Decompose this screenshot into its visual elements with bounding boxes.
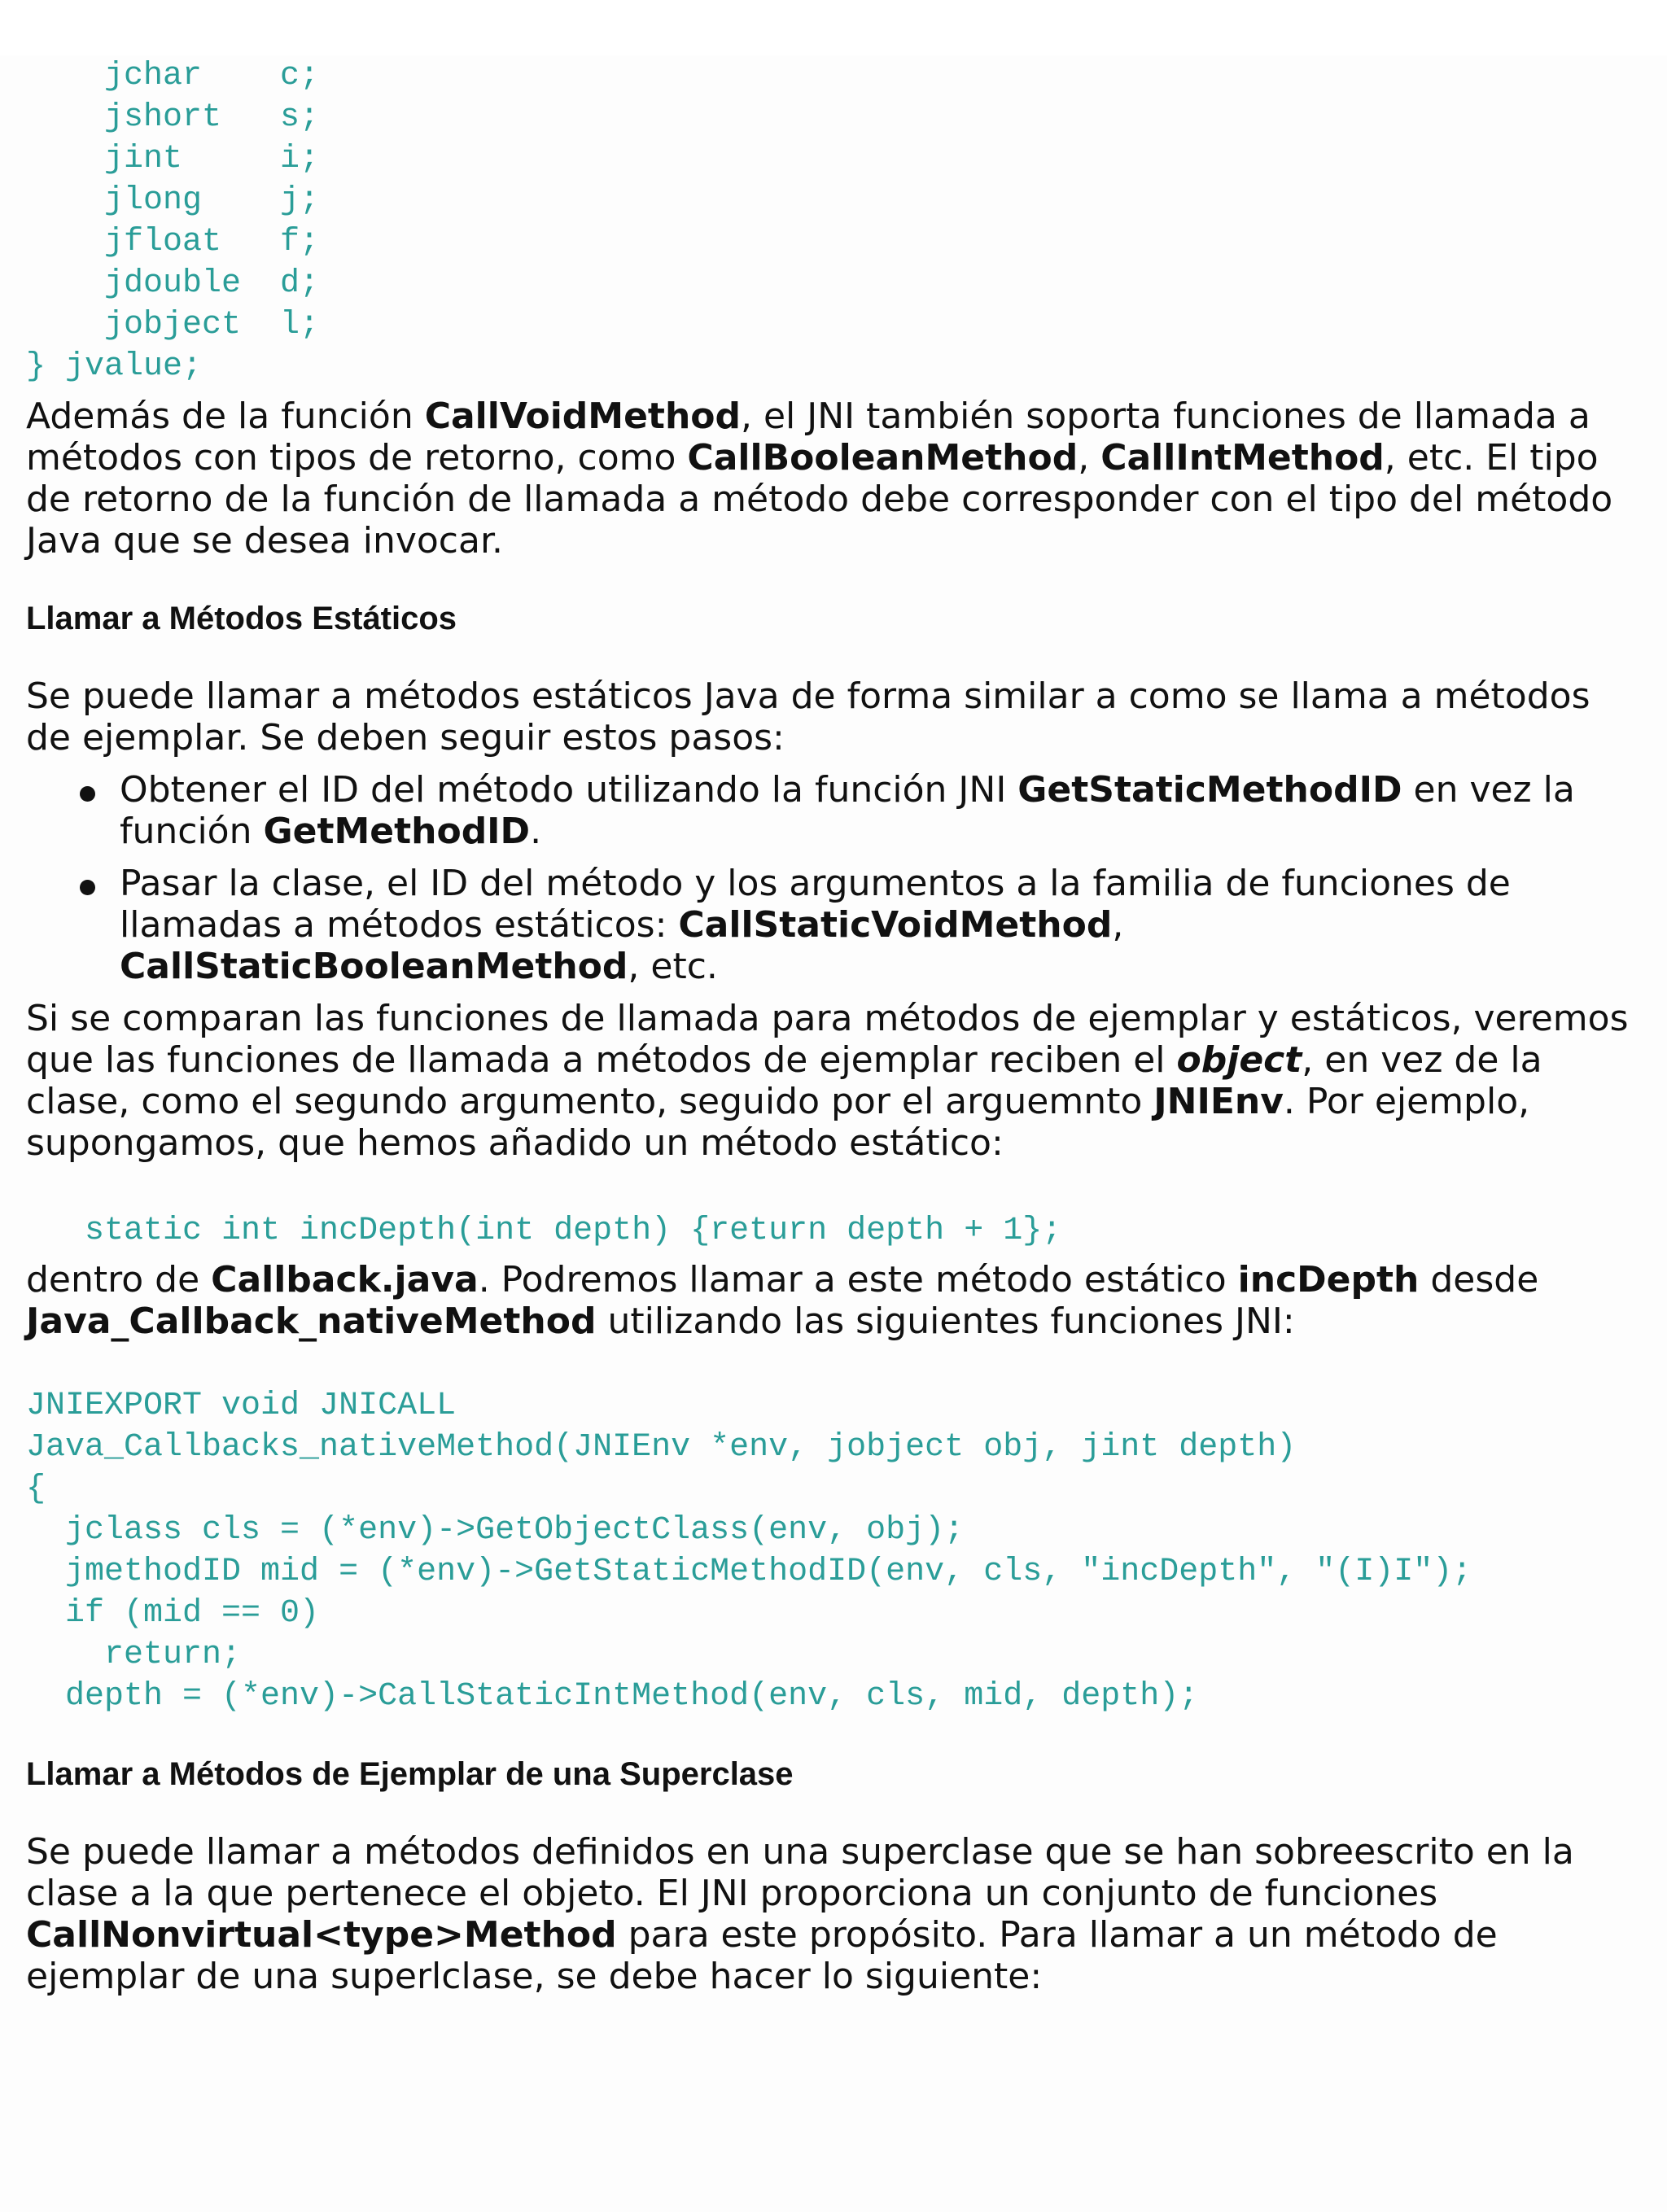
paragraph-callback: dentro de Callback.java. Podremos llamar a este método estático incDepth desde Java_Callback_nativeMethod utilizando las siguientes funciones JNI:	[26, 1259, 1539, 1342]
code-line: {	[26, 1471, 46, 1507]
bold-term: CallNonvirtual<type>Method	[26, 1914, 617, 1956]
section-heading-superclass: Llamar a Métodos de Ejemplar de una Superclase	[26, 1756, 794, 1792]
bold-term: GetStaticMethodID	[1017, 769, 1402, 811]
section-heading-static: Llamar a Métodos Estáticos	[26, 601, 457, 636]
bold-italic-term: object	[1176, 1039, 1302, 1081]
bold-term: CallStaticVoidMethod	[678, 904, 1113, 946]
bold-term: GetMethodID	[263, 811, 531, 852]
code-line: jint i;	[26, 141, 320, 177]
bold-term: Callback.java	[211, 1259, 479, 1301]
bold-term: CallIntMethod	[1100, 437, 1385, 479]
code-block-jni	[26, 1385, 1641, 1717]
bold-term: CallStaticBooleanMethod	[120, 946, 628, 987]
code-line: JNIEXPORT void JNICALL	[26, 1388, 457, 1424]
code-line: jfloat f;	[26, 224, 320, 260]
bold-term: Java_Callback_nativeMethod	[26, 1301, 597, 1342]
bold-term: JNIEnv	[1153, 1081, 1284, 1122]
code-line: depth = (*env)->CallStaticIntMethod(env, cls, mid, depth);	[26, 1678, 1199, 1715]
code-line: jmethodID mid = (*env)->GetStaticMethodID(env, cls, "incDepth", "(I)I");	[26, 1554, 1472, 1590]
code-line: Java_Callbacks_nativeMethod(JNIEnv *env, jobject obj, jint depth)	[26, 1429, 1297, 1466]
paragraph-static-intro: Se puede llamar a métodos estáticos Java de forma similar a como se llama a métodos de ejemplar. Se deben seguir estos pasos:	[26, 675, 1590, 758]
bold-term: incDepth	[1237, 1259, 1420, 1301]
code-line: jobject l;	[26, 307, 320, 343]
list-item: Obtener el ID del método utilizando la función JNI GetStaticMethodID en vez la función GetMethodID.	[26, 769, 1641, 852]
steps-list	[26, 769, 1641, 987]
code-line: if (mid == 0)	[26, 1595, 320, 1632]
code-line: } jvalue;	[26, 348, 203, 385]
code-line: jchar c;	[26, 58, 320, 94]
code-line: return;	[26, 1637, 242, 1673]
code-line: jclass cls = (*env)->GetObjectClass(env, obj);	[26, 1512, 965, 1549]
code-block-jvalue	[26, 55, 1641, 387]
code-line: jlong j;	[26, 182, 320, 219]
paragraph-call-methods: Además de la función CallVoidMethod, el JNI también soporta funciones de llamada a métodos con tipos de retorno, como CallBooleanMethod, CallIntMethod, etc. El tipo de retorno de la función de llamada a método debe corresponder con el tipo del método Java que se desea invocar.	[26, 396, 1613, 562]
code-static-method: static int incDepth(int depth) {return depth + 1};	[26, 1213, 1062, 1249]
code-line: jshort s;	[26, 99, 320, 136]
paragraph-superclass: Se puede llamar a métodos definidos en una superclase que se han sobreescrito en la clase a la que pertenece el objeto. El JNI proporciona un conjunto de funciones CallNonvirtual<type>Method para este propósito. Para llamar a un método de ejemplar de una superlclase, se debe hacer lo siguiente:	[26, 1831, 1574, 1997]
list-item: Pasar la clase, el ID del método y los argumentos a la familia de funciones de llamadas a métodos estáticos: CallStaticVoidMethod, CallStaticBooleanMethod, etc.	[26, 863, 1641, 987]
paragraph-compare: Si se comparan las funciones de llamada para métodos de ejemplar y estáticos, veremos que las funciones de llamada a métodos de ejemplar reciben el object, en vez de la clase, como el segundo argumento, seguido por el arguemnto JNIEnv. Por ejemplo, supongamos, que hemos añadido un método estático:	[26, 998, 1629, 1164]
document-page	[0, 55, 1667, 2212]
code-line: jdouble d;	[26, 265, 320, 302]
bold-term: CallVoidMethod	[424, 396, 742, 437]
bold-term: CallBooleanMethod	[687, 437, 1079, 479]
